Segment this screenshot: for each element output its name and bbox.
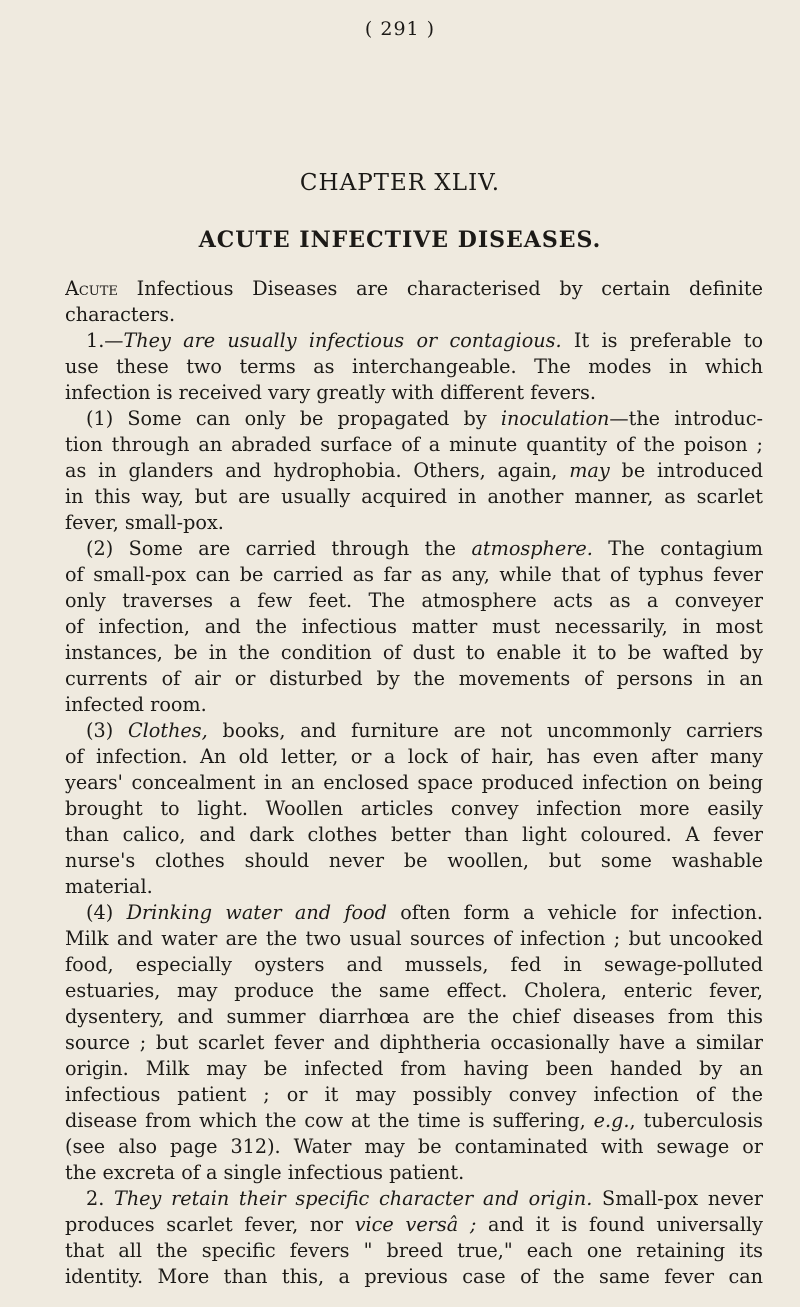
text-run: as in glanders and hydrophobia. Others, again, <box>65 459 570 482</box>
text-line <box>65 718 763 744</box>
text-line <box>65 640 763 666</box>
text-line <box>65 1238 763 1264</box>
text-line <box>65 354 763 380</box>
text-line <box>65 952 763 978</box>
text-line <box>65 328 763 354</box>
text-line <box>65 1264 763 1290</box>
text-run: It is preferable to <box>561 329 763 352</box>
text-run: Milk and water are the two usual sources of infection ; but uncooked <box>65 927 763 950</box>
text-line <box>65 978 763 1004</box>
text-run: (1) Some can only be propagated by <box>86 407 501 430</box>
text-run: currents of air or disturbed by the movements of persons in an <box>65 667 763 690</box>
text-run: origin. Milk may be infected from having been handed by an <box>65 1057 763 1080</box>
text-line <box>65 458 763 484</box>
text-run: and it is found universally <box>476 1213 763 1236</box>
text-line <box>65 744 763 770</box>
text-line <box>65 1108 763 1134</box>
text-line <box>65 1082 763 1108</box>
text-line <box>65 848 763 874</box>
text-run: of infection, and the infectious matter must necessarily, in most <box>65 615 763 638</box>
text-run: use these two terms as interchangeable. The modes in which <box>65 355 763 378</box>
text-line <box>65 432 763 458</box>
text-run: The contagium <box>592 537 763 560</box>
text-line <box>65 874 763 900</box>
text-line <box>65 900 763 926</box>
italic-text: Clothes, <box>127 719 208 742</box>
text-run: nurse's clothes should never be woollen, but some washable <box>65 849 763 872</box>
text-line <box>65 1056 763 1082</box>
text-line <box>65 276 763 302</box>
italic-text: They are usually infectious or contagious. <box>123 329 562 352</box>
text-run: , tuberculosis <box>629 1109 763 1132</box>
text-run: food, especially oysters and mussels, fed in sewage-polluted <box>65 953 763 976</box>
text-run: infected room. <box>65 693 207 716</box>
text-run: material. <box>65 875 153 898</box>
text-run: of small-pox can be carried as far as any, while that of typhus fever <box>65 563 763 586</box>
text-run: (4) <box>86 901 127 924</box>
text-line <box>65 1004 763 1030</box>
text-line <box>65 926 763 952</box>
italic-text: vice versâ ; <box>354 1213 477 1236</box>
text-run: 2. <box>86 1187 115 1210</box>
italic-text: may <box>569 459 610 482</box>
text-run: Small-pox never <box>592 1187 763 1210</box>
italic-text: atmosphere. <box>471 537 593 560</box>
text-run: disease from which the cow at the time is suffering, <box>65 1109 594 1132</box>
italic-text: Drinking water and food <box>126 901 387 924</box>
text-line <box>65 1160 763 1186</box>
text-line <box>65 484 763 510</box>
text-run: dysentery, and summer diarrhœa are the chief diseases from this <box>65 1005 763 1028</box>
text-run: infectious patient ; or it may possibly convey infection of the <box>65 1083 763 1106</box>
text-run: (3) <box>86 719 128 742</box>
text-run: infection is received vary greatly with different fevers. <box>65 381 597 404</box>
text-line <box>65 822 763 848</box>
text-run: Acute <box>65 277 118 300</box>
text-run: books, and furniture are not uncommonly carriers <box>207 719 763 742</box>
text-run: be introduced <box>609 459 763 482</box>
text-line <box>65 536 763 562</box>
chapter-title: CHAPTER XLIV. <box>299 170 501 196</box>
text-run: often form a vehicle for infection. <box>386 901 763 924</box>
text-run: identity. More than this, a previous case of the same fever can <box>65 1265 763 1288</box>
text-line <box>65 302 763 328</box>
text-run: 1.— <box>86 329 124 352</box>
italic-text: e.g. <box>593 1109 630 1132</box>
italic-text: inoculation <box>500 407 610 430</box>
text-line <box>65 1212 763 1238</box>
text-run: the excreta of a single infectious patient. <box>65 1161 465 1184</box>
text-run: of infection. An old letter, or a lock of hair, has even after many <box>65 745 763 768</box>
text-line <box>65 796 763 822</box>
text-line <box>65 614 763 640</box>
text-line <box>65 588 763 614</box>
text-run: (see also page 312). Water may be contaminated with sewage or <box>65 1135 763 1158</box>
text-run: instances, be in the condition of dust to enable it to be wafted by <box>65 641 763 664</box>
text-line <box>65 380 763 406</box>
text-run: produces scarlet fever, nor <box>65 1213 355 1236</box>
text-run: (2) Some are carried through the <box>86 537 472 560</box>
page-number: ( 291 ) <box>364 18 436 40</box>
text-run: in this way, but are usually acquired in another manner, as scarlet <box>65 485 763 508</box>
text-line <box>65 770 763 796</box>
text-run: only traverses a few feet. The atmosphere acts as a conveyer <box>65 589 763 612</box>
text-run: fever, small-pox. <box>65 511 224 534</box>
text-run: characters. <box>65 303 176 326</box>
text-run: brought to light. Woollen articles convey infection more easily <box>65 797 763 820</box>
text-run: tion through an abraded surface of a minute quantity of the poison ; <box>65 433 763 456</box>
italic-text: They retain their specific character and origin. <box>114 1187 593 1210</box>
text-line <box>65 1186 763 1212</box>
text-run: years' concealment in an enclosed space produced infection on being <box>65 771 763 794</box>
text-run: than calico, and dark clothes better than light coloured. A fever <box>65 823 763 846</box>
text-line <box>65 1134 763 1160</box>
text-line <box>65 1030 763 1056</box>
text-line <box>65 562 763 588</box>
text-run: that all the specific fevers " breed true," each one retaining its <box>65 1239 763 1262</box>
text-line <box>65 510 763 536</box>
text-run: Infectious Diseases are characterised by certain definite <box>117 277 763 300</box>
text-run: estuaries, may produce the same effect. Cholera, enteric fever, <box>65 979 763 1002</box>
section-title: ACUTE INFECTIVE DISEASES. <box>198 227 602 253</box>
text-line <box>65 692 763 718</box>
text-line <box>65 406 763 432</box>
text-run: —the introduc- <box>609 407 763 430</box>
text-line <box>65 666 763 692</box>
text-run: source ; but scarlet fever and diphtheria occasionally have a similar <box>65 1031 763 1054</box>
body-text <box>65 276 763 1290</box>
